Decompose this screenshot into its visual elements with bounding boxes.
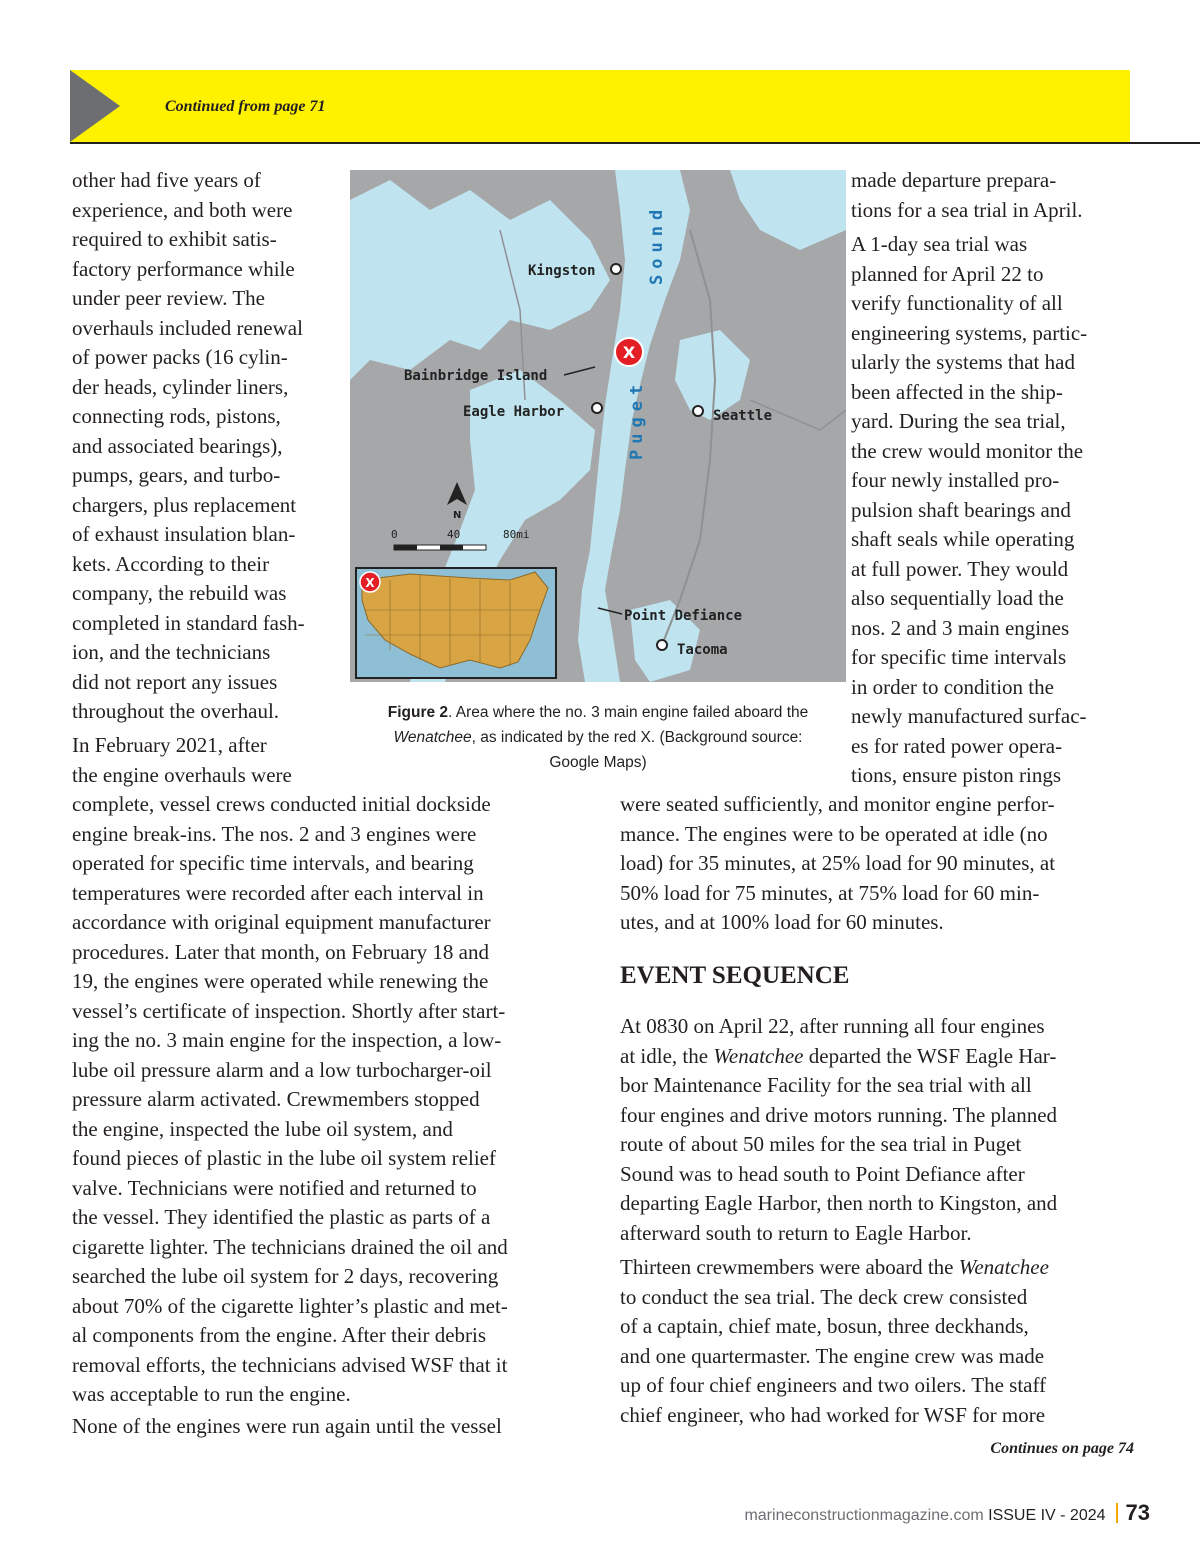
label-tacoma: Tacoma	[677, 642, 728, 658]
col1-para1: other had five years of experience, and both were required to exhibit satis- factory performance while under peer review. The overhauls included renewal of power packs (16 cylin- der heads, cylinder liners, connecting rods, pistons, and associated bearings), pumps, gears, and turbo- chargers, plus replacement of exhaust insulation blan- kets. According to their company, the rebuild was completed in standard fash- ion, and the technicians did not report any issues throughout the overhaul.	[72, 168, 305, 723]
event-para2: Thirteen crewmembers were aboard the Wenatchee to conduct the sea trial. The deck crew consisted of a captain, chief mate, bosun, three deckhands, and one quartermaster. The engine crew was made up of four chief engineers and two oilers. The staff chief engineer, who had worked for WSF for more	[620, 1255, 1049, 1427]
seattle-marker	[693, 406, 703, 416]
col1-para3: None of the engines were run again until the vessel	[72, 1414, 502, 1438]
header-rule	[70, 142, 1200, 144]
col2-para2: A 1-day sea trial was planned for April 22 to verify functionality of all engineering systems, partic- ularly the systems that had been affected in the ship- yard. During the sea trial, the crew would monitor the four newly installed pro- pulsion shaft bearings and shaft seals while operating at full power. They would also sequentially load the nos. 2 and 3 main engines for specific time intervals in order to condition the newly manufactured surfac- es for rated power opera- tions, ensure piston rings	[851, 232, 1088, 787]
svg-text:80mi: 80mi	[503, 528, 530, 541]
tacoma-marker	[657, 640, 667, 650]
event-para1: At 0830 on April 22, after running all four engines at idle, the Wenatchee departed the WSF Eagle Har- bor Maintenance Facility for the sea trial with all four engines and drive motors running. The planned route of about 50 miles for the sea trial in Puget Sound was to head south to Point Defiance after departing Eagle Harbor, then north to Kingston, and afterward south to return to Eagle Harbor.	[620, 1014, 1058, 1245]
footer-issue: ISSUE IV - 2024	[988, 1507, 1106, 1524]
banner-arrow	[70, 70, 120, 142]
label-seattle: Seattle	[713, 408, 773, 424]
page-footer	[744, 1500, 1150, 1526]
label-puget: Puget	[627, 378, 647, 460]
continues-on-label: Continues on page 74	[990, 1440, 1134, 1457]
col2-para1: made departure prepara- tions for a sea trial in April.	[851, 168, 1083, 222]
svg-text:40: 40	[447, 528, 461, 541]
svg-text:X: X	[365, 576, 375, 590]
figure-map	[350, 170, 846, 682]
label-point-defiance: Point Defiance	[624, 608, 743, 624]
failure-location-marker	[615, 338, 643, 366]
svg-text:X: X	[622, 343, 636, 362]
label-kingston: Kingston	[528, 263, 596, 279]
col2-para2-cont: were seated sufficiently, and monitor engine perfor- mance. The engines were to be operated at idle (no load) for 35 minutes, at 25% load for 90 minutes, at 50% load for 75 minutes, at 75% load for 60 min- utes, and at 100% load for 60 minutes.	[620, 792, 1056, 934]
svg-text:N: N	[453, 510, 462, 521]
map-graphic	[350, 170, 846, 682]
eagle-harbor-marker	[592, 403, 602, 413]
footer-site: marineconstructionmagazine.com	[744, 1507, 984, 1524]
kingston-marker	[611, 264, 621, 274]
footer-divider	[1116, 1503, 1118, 1523]
col1-para2: complete, vessel crews conducted initial dockside engine break-ins. The nos. 2 and 3 engines were operated for specific time intervals, and bearing temperatures were recorded after each interval in accordance with original equipment manufacturer procedures. Later that month, on February 18 and 19, the engines were operated while renewing the vessel’s certificate of inspection. Shortly after start- ing the no. 3 main engine for the inspection, a low- lube oil pressure alarm and a low turbocharger-oil pressure alarm activated. Crewmembers stopped the engine, inspected the lube oil system, and found pieces of plastic in the lube oil system relief valve. Technicians were notified and returned to the vessel. They identified the plastic as parts of a cigarette lighter. The technicians drained the oil and searched the lube oil system for 2 days, recovering about 70% of the cigarette lighter’s plastic and met- al components from the engine. After their debris removal efforts, the technicians advised WSF that it was acceptable to run the engine.	[72, 792, 508, 1406]
figure-caption: Figure 2. Area where the no. 3 main engine failed aboard the Wenatchee, as indicated by the red X. (Background source: Google Maps)	[387, 704, 809, 771]
col1-para2-start: In February 2021, after the engine overhauls were	[72, 733, 292, 787]
svg-text:0: 0	[391, 528, 398, 541]
continued-from-label: Continued from page 71	[165, 98, 326, 115]
page-number: 73	[1125, 1500, 1150, 1525]
us-inset-map	[356, 568, 556, 678]
section-heading: EVENT SEQUENCE	[620, 962, 850, 989]
label-sound: Sound	[647, 203, 667, 285]
label-eagle-harbor: Eagle Harbor	[463, 404, 565, 420]
label-bainbridge-island: Bainbridge Island	[404, 368, 548, 384]
